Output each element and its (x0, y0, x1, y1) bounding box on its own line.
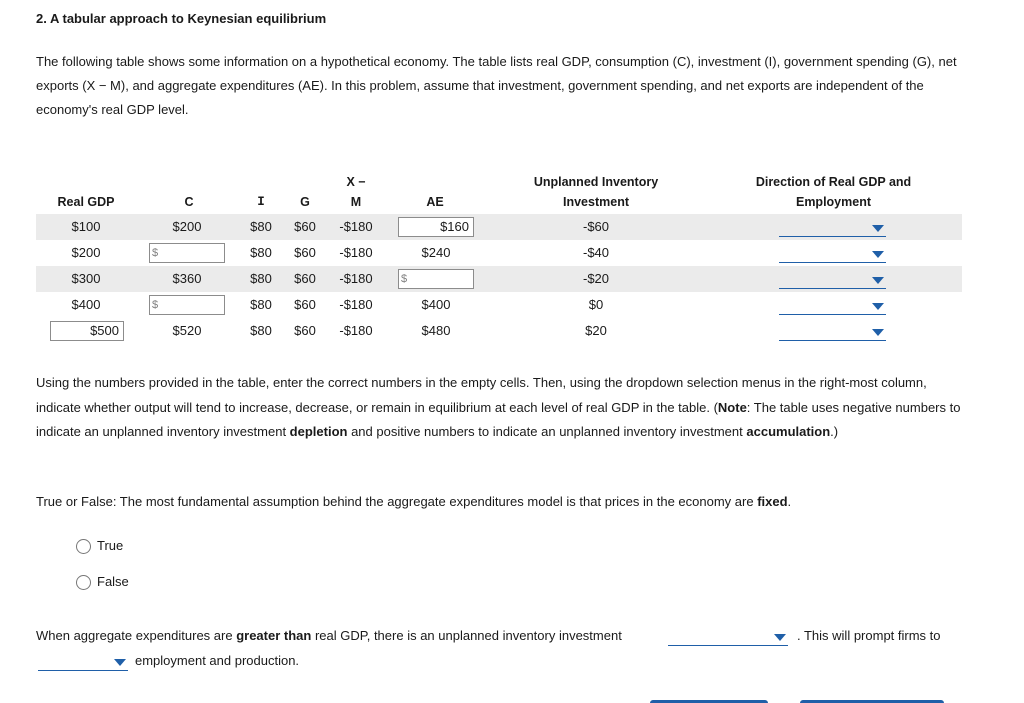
cell-i: $80 (250, 323, 272, 338)
direction-dropdown[interactable] (779, 246, 886, 263)
table-row (36, 266, 962, 292)
cell-ae: $400 (421, 297, 451, 312)
depletion-term: depletion (289, 424, 348, 439)
true-false-bold-word: fixed (757, 494, 788, 509)
true-radio[interactable] (76, 539, 91, 554)
header-xm-line1: X − (346, 175, 366, 189)
cell-g: $60 (294, 245, 316, 260)
header-direction-line1: Direction of Real GDP and (755, 175, 912, 189)
table-row (36, 318, 962, 344)
cell-unplanned-inventory: $0 (588, 297, 604, 312)
chevron-down-icon (872, 277, 884, 284)
cell-ae: $480 (421, 323, 451, 338)
chevron-down-icon (872, 303, 884, 310)
greater-than-term: greater than (236, 628, 312, 643)
header-direction-line2: Employment (795, 195, 871, 209)
sentence-text: real GDP, there is an unplanned inventory investment (311, 628, 622, 643)
cell-i: $80 (250, 297, 272, 312)
real-gdp-value: $500 (90, 323, 119, 338)
false-label[interactable]: False (97, 574, 129, 589)
cell-g: $60 (294, 219, 316, 234)
cell-i: $80 (250, 219, 272, 234)
note-label: Note (717, 399, 747, 415)
header-i: I (257, 195, 265, 209)
header-ae: AE (426, 195, 444, 209)
sentence-end: employment and production. (135, 653, 300, 668)
chevron-down-icon (872, 329, 884, 336)
accumulation-term: accumulation (746, 424, 831, 439)
cell-c: $200 (172, 219, 202, 234)
chevron-down-icon (872, 225, 884, 232)
cell-i: $80 (250, 245, 272, 260)
direction-dropdown[interactable] (779, 298, 886, 315)
cell-xm: -$180 (339, 245, 373, 260)
firms-action-dropdown[interactable] (38, 654, 128, 671)
true-false-end: . (787, 494, 792, 509)
cell-g: $60 (294, 323, 316, 338)
header-unplanned-line1: Unplanned Inventory (533, 175, 659, 189)
cell-xm: -$180 (339, 323, 373, 338)
cell-g: $60 (294, 271, 316, 286)
cell-c: $360 (172, 271, 202, 286)
direction-dropdown[interactable] (779, 324, 886, 341)
cell-real-gdp: $100 (71, 219, 101, 234)
cell-xm: -$180 (339, 271, 373, 286)
dollar-prefix: $ (401, 273, 408, 285)
instructions-text: .) (830, 424, 839, 439)
real-gdp-box[interactable] (50, 321, 124, 341)
sentence-text: When aggregate expenditures are (36, 628, 237, 643)
header-real-gdp: Real GDP (57, 195, 115, 209)
c-input[interactable] (149, 243, 225, 263)
instructions-text: and positive numbers to indicate an unplanned inventory investment (347, 424, 747, 439)
direction-dropdown[interactable] (779, 272, 886, 289)
cell-ae: $240 (421, 245, 451, 260)
intro-paragraph: The following table shows some information on a hypothetical economy. The table lists real GDP, consumption (C), investment (I), government spending (G), net exports (X − M), and aggregate expenditures (AE). In this problem, assume that investment, government spending, and net exports are independent of the economy's real GDP level. (36, 54, 957, 117)
cell-unplanned-inventory: -$40 (582, 245, 610, 260)
table-header (36, 168, 962, 215)
header-g: G (300, 195, 310, 209)
cell-unplanned-inventory: -$60 (582, 219, 610, 234)
cell-unplanned-inventory: -$20 (582, 271, 610, 286)
ae-input[interactable] (398, 269, 474, 289)
dollar-prefix: $ (152, 299, 159, 311)
cell-xm: -$180 (339, 297, 373, 312)
table-row (36, 240, 962, 266)
cell-i: $80 (250, 271, 272, 286)
cell-g: $60 (294, 297, 316, 312)
direction-dropdown[interactable] (779, 220, 886, 237)
cell-real-gdp: $400 (71, 297, 101, 312)
inventory-dropdown[interactable] (668, 629, 788, 646)
header-c: C (184, 195, 194, 209)
false-radio[interactable] (76, 575, 91, 590)
true-label[interactable]: True (97, 538, 124, 553)
chevron-down-icon (872, 251, 884, 258)
header-xm-line2: M (350, 195, 362, 209)
ae-input-box[interactable] (398, 217, 474, 237)
instructions-paragraph (36, 371, 966, 445)
chevron-down-icon (114, 659, 126, 666)
true-false-prompt: True or False: The most fundamental assumption behind the aggregate expenditures model is that prices in the economy are (36, 494, 758, 509)
table-row (36, 292, 962, 318)
header-unplanned-line2: Investment (563, 195, 629, 209)
cell-real-gdp: $200 (71, 245, 101, 260)
sentence-continuation: . This will prompt firms to (797, 628, 941, 643)
c-input[interactable] (149, 295, 225, 315)
cell-unplanned-inventory: $20 (585, 323, 607, 338)
dollar-prefix: $ (152, 247, 159, 259)
fill-in-sentence (36, 628, 622, 643)
cell-xm: -$180 (339, 219, 373, 234)
chevron-down-icon (774, 634, 786, 641)
ae-value: $160 (440, 219, 469, 234)
cell-real-gdp: $300 (71, 271, 101, 286)
question-title: 2. A tabular approach to Keynesian equilibrium (36, 11, 327, 26)
instructions-text: Using the numbers provided in the table, enter the correct numbers in the empty cells. Then, using the dropdown selection menus in the right-most column, indicate whether output will tend to increase, decrease, or remain in equilibrium at each level of real GDP in the table. ( (36, 375, 927, 415)
true-false-question (36, 494, 791, 509)
table-row (36, 214, 962, 240)
cell-c: $520 (172, 323, 202, 338)
instructions-text: : The table uses negative numbers to indicate an unplanned inventory investment (36, 399, 961, 439)
